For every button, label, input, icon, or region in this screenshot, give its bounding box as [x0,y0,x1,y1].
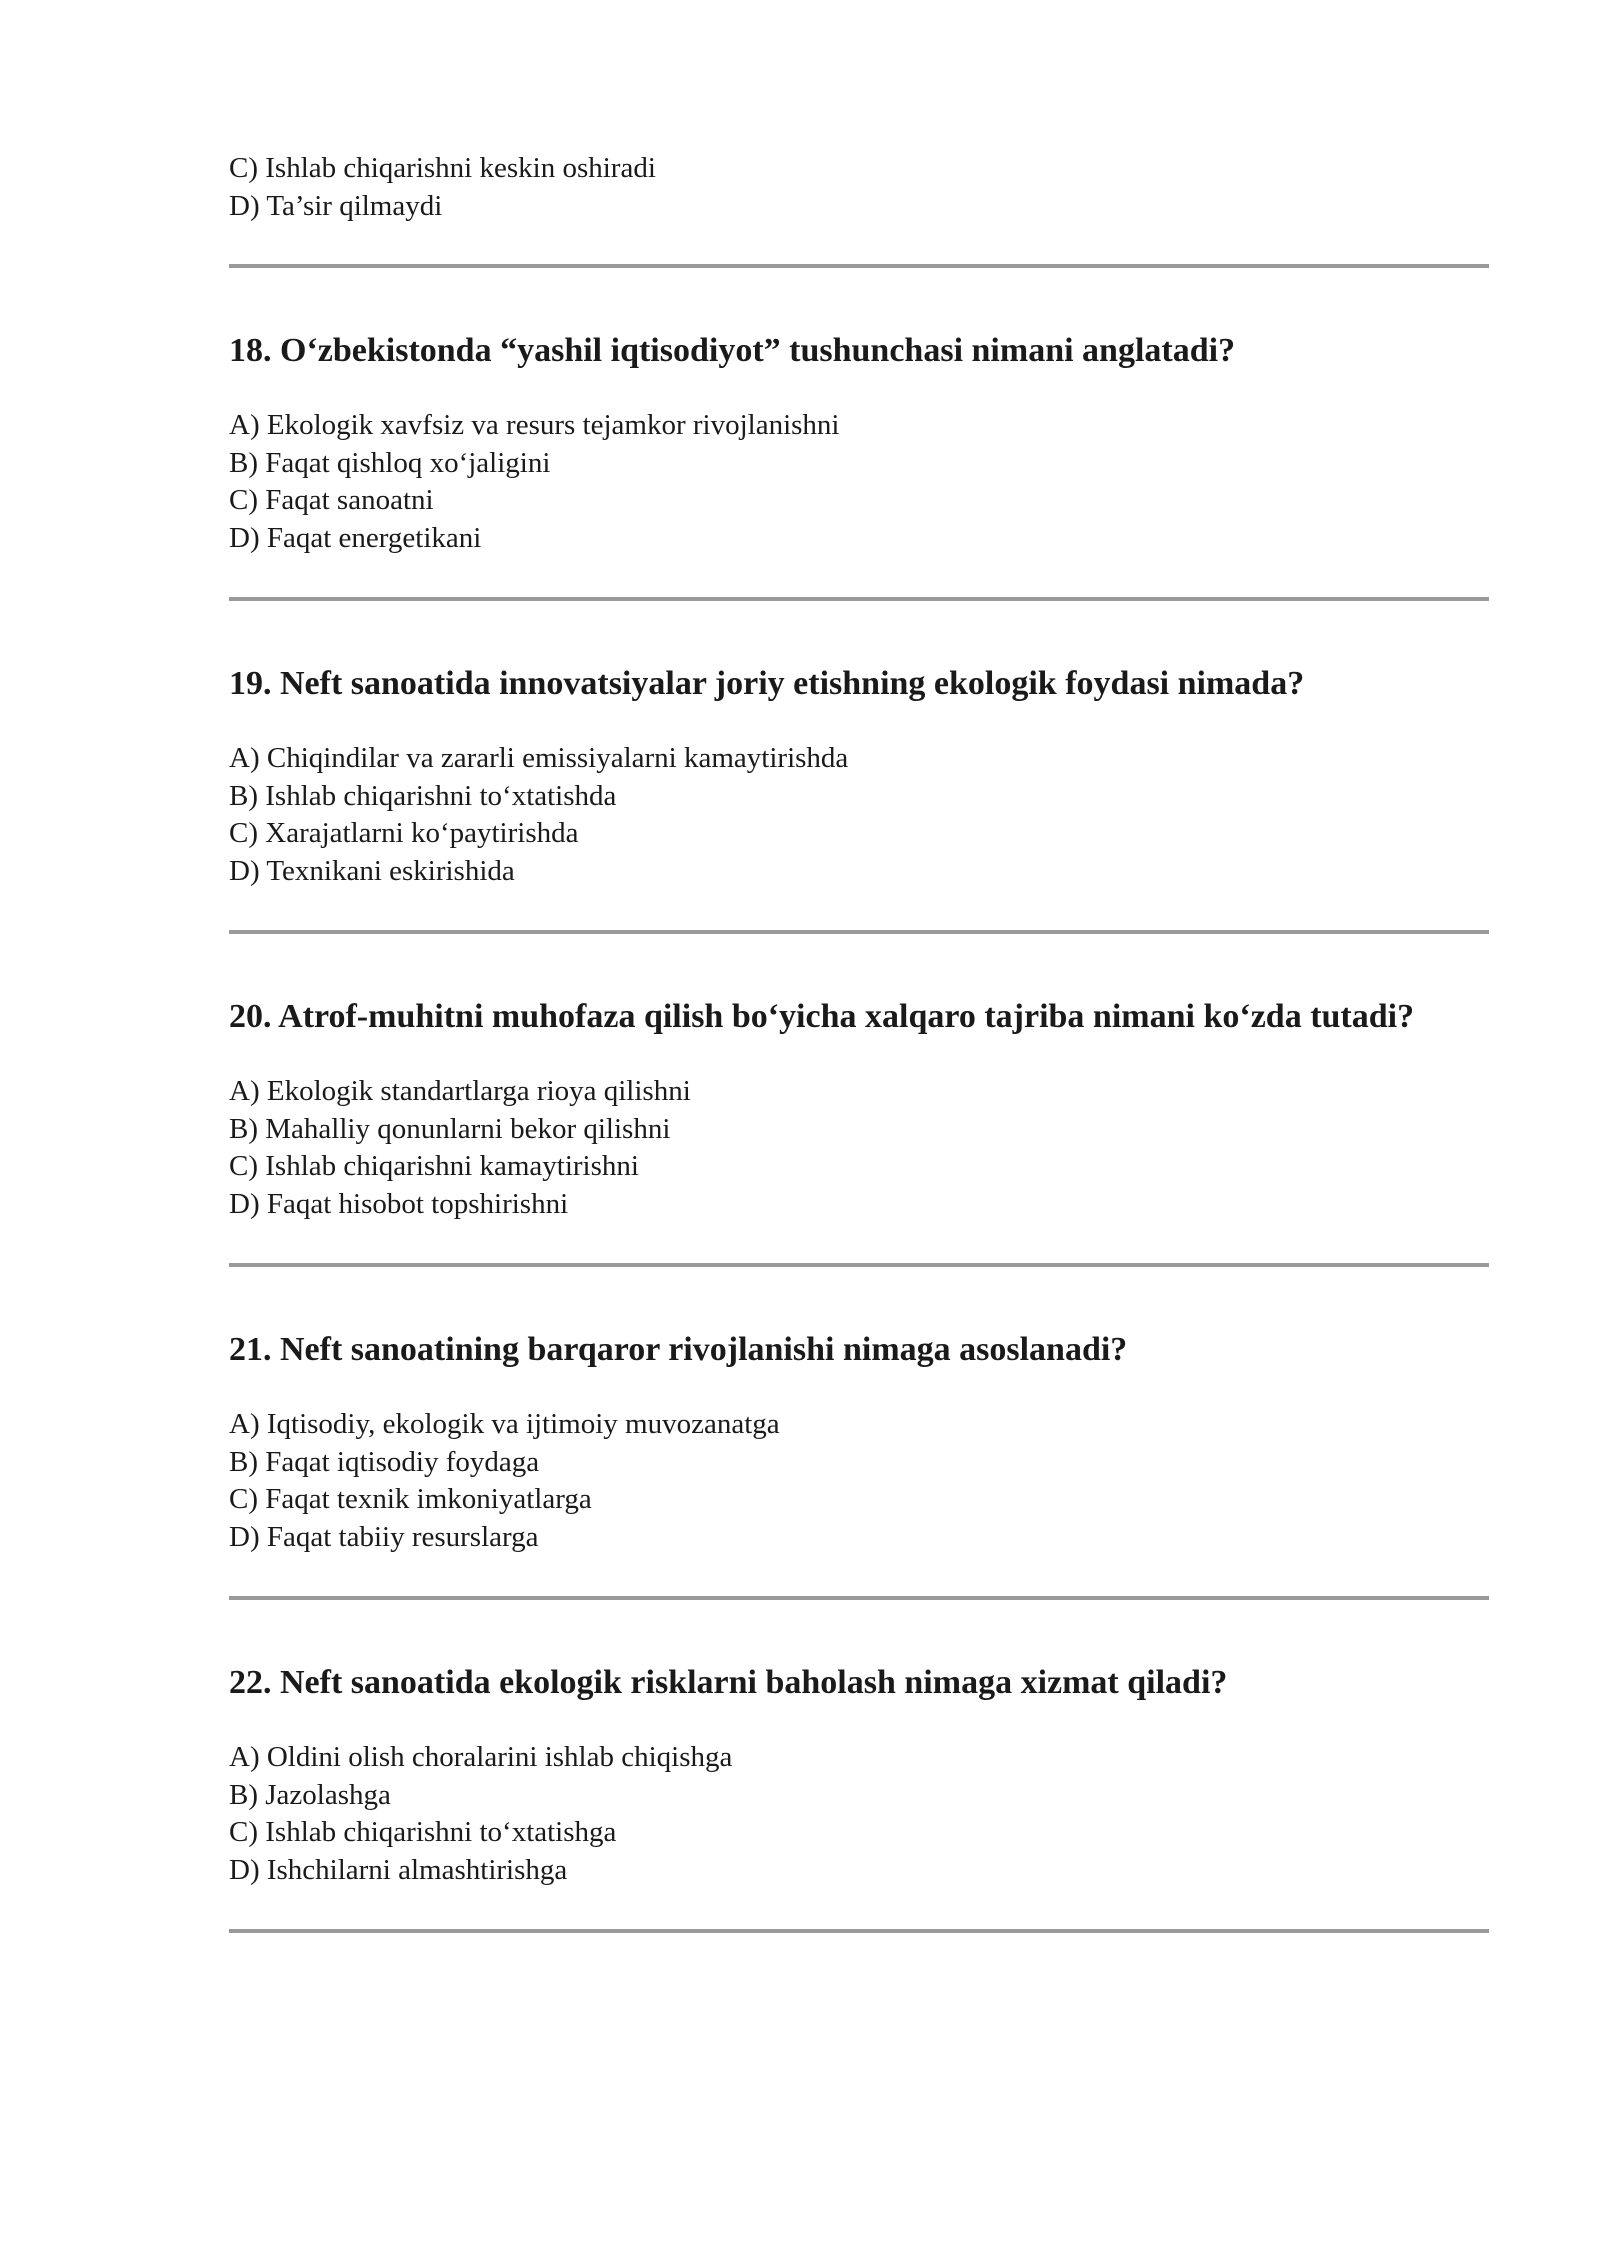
answer-options [229,740,1489,890]
option-b: B) Mahalliy qonunlarni bekor qilishni [229,1112,671,1145]
answer-options [229,1739,1489,1889]
separator-line [229,930,1489,934]
answer-options [229,1073,1489,1223]
separator-line [229,264,1489,268]
document-page [229,150,1489,1933]
option-a: A) Ekologik standartlarga rioya qilishni [229,1075,691,1107]
option-b: B) Faqat iqtisodiy foydaga [229,1445,540,1478]
separator-line [229,597,1489,601]
option-a: A) Ekologik xavfsiz va resurs tejamkor rivojlanishni [229,409,840,441]
question-title: 19. Neft sanoatida innovatsiyalar joriy etishning ekologik foydasi nimada? [229,665,1305,702]
option-b: B) Jazolashga [229,1778,391,1811]
option-d: D) Ishchilarni almashtirishga [229,1853,568,1886]
option-d: D) Texnikani eskirishida [229,854,515,887]
option-text: C) Ishlab chiqarishni keskin oshiradi [229,152,656,184]
option-d: D) Faqat tabiiy resurslarga [229,1520,539,1553]
question-title: 21. Neft sanoatining barqaror rivojlanishi nimaga asoslanadi? [229,1331,1128,1368]
separator-line [229,1929,1489,1933]
question-22 [229,1662,1489,1889]
option-c: C) Ishlab chiqarishni to‘xtatishga [229,1816,617,1848]
continued-options [229,150,1489,225]
option-c: C) Xarajatlarni ko‘paytirishda [229,817,579,849]
option-c: C) Ishlab chiqarishni kamaytirishni [229,1150,639,1182]
question-title: 22. Neft sanoatida ekologik risklarni baholash nimaga xizmat qiladi? [229,1664,1228,1701]
answer-options [229,407,1489,557]
option-a: A) Oldini olish choralarini ishlab chiqishga [229,1741,733,1773]
answer-options [229,1406,1489,1556]
question-20 [229,996,1489,1223]
separator-line [229,1263,1489,1267]
question-21 [229,1329,1489,1556]
option-a: A) Iqtisodiy, ekologik va ijtimoiy muvozanatga [229,1408,780,1440]
question-18 [229,330,1489,557]
option-c: C) Faqat texnik imkoniyatlarga [229,1483,592,1515]
question-title: 18. O‘zbekistonda “yashil iqtisodiyot” tushunchasi nimani anglatadi? [229,332,1236,369]
option-b: B) Ishlab chiqarishni to‘xtatishda [229,779,617,812]
option-a: A) Chiqindilar va zararli emissiyalarni kamaytirishda [229,742,849,774]
option-text: D) Ta’sir qilmaydi [229,189,443,222]
option-d: D) Faqat energetikani [229,521,482,554]
option-c: C) Faqat sanoatni [229,484,434,516]
option-b: B) Faqat qishloq xo‘jaligini [229,446,551,479]
option-d: D) Faqat hisobot topshirishni [229,1187,569,1220]
separator-line [229,1596,1489,1600]
question-title: 20. Atrof-muhitni muhofaza qilish bo‘yicha xalqaro tajriba nimani ko‘zda tutadi? [229,998,1415,1035]
question-19 [229,663,1489,890]
